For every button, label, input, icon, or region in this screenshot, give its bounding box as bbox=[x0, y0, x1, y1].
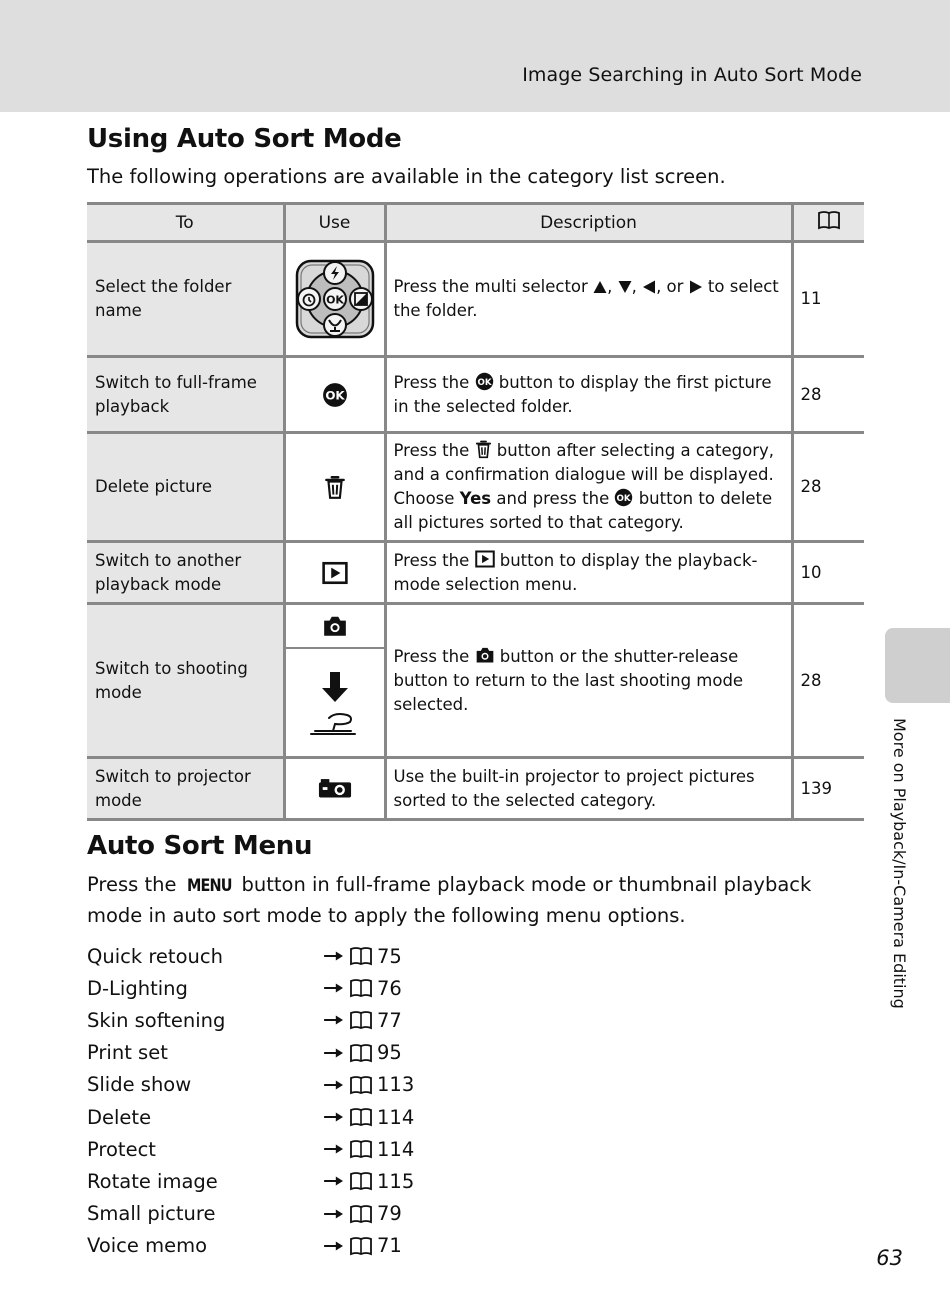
list-item: Skin softening 77 bbox=[87, 1008, 402, 1032]
list-item: Slide show 113 bbox=[87, 1073, 415, 1097]
row-to: Switch to another playback mode bbox=[87, 542, 284, 604]
col-header-use: Use bbox=[284, 204, 385, 242]
row-page: 28 bbox=[792, 604, 864, 758]
row-page: 28 bbox=[792, 433, 864, 542]
book-icon bbox=[348, 1107, 374, 1127]
ok-button-icon bbox=[614, 488, 633, 507]
menu-button-icon: MENU bbox=[186, 876, 232, 896]
page-number: 63 bbox=[876, 1246, 903, 1270]
list-item: Rotate image 115 bbox=[87, 1169, 415, 1193]
arrow-icon bbox=[323, 947, 345, 965]
down-triangle-icon bbox=[618, 280, 632, 294]
section-title-using-auto-sort: Using Auto Sort Mode bbox=[87, 124, 402, 154]
book-icon bbox=[348, 1075, 374, 1095]
row-description: Press the button to display the first picture in the selected folder. bbox=[385, 357, 792, 433]
table-row bbox=[87, 433, 864, 542]
book-icon bbox=[348, 1010, 374, 1030]
operations-table bbox=[87, 202, 864, 821]
up-triangle-icon bbox=[593, 280, 607, 294]
arrow-icon bbox=[323, 1108, 345, 1126]
left-triangle-icon bbox=[642, 280, 656, 294]
row-description: Press the button after selecting a category, and a confirmation dialogue will be displayed. Choose Yes and press the button to delete all pictures sorted to that category. bbox=[385, 433, 792, 542]
list-item: Quick retouch 75 bbox=[87, 944, 402, 968]
row-page: 139 bbox=[792, 758, 864, 820]
arrow-icon bbox=[323, 1205, 345, 1223]
row-description: Press the button or the shutter-release button to return to the last shooting mode selected. bbox=[385, 604, 792, 758]
row-page: 10 bbox=[792, 542, 864, 604]
row-description: Press the button to display the playback-mode selection menu. bbox=[385, 542, 792, 604]
row-to: Switch to shooting mode bbox=[87, 604, 284, 758]
right-triangle-icon bbox=[689, 280, 703, 294]
book-icon bbox=[348, 1204, 374, 1224]
arrow-icon bbox=[323, 1044, 345, 1062]
book-icon bbox=[348, 1043, 374, 1063]
row-page: 28 bbox=[792, 357, 864, 433]
playback-icon bbox=[475, 549, 495, 569]
row-use bbox=[284, 758, 385, 820]
row-to: Switch to projector mode bbox=[87, 758, 284, 820]
camera-icon bbox=[475, 645, 495, 665]
multi-selector-icon bbox=[293, 257, 377, 341]
table-row bbox=[87, 604, 864, 758]
book-icon bbox=[348, 1171, 374, 1191]
row-to: Delete picture bbox=[87, 433, 284, 542]
ok-button-icon bbox=[322, 382, 348, 408]
book-icon bbox=[348, 946, 374, 966]
row-to: Switch to full-frame playback bbox=[87, 357, 284, 433]
ok-button-icon bbox=[475, 372, 494, 391]
row-use bbox=[284, 357, 385, 433]
arrow-icon bbox=[323, 1140, 345, 1158]
menu-options-list bbox=[87, 940, 414, 1262]
row-description: Press the multi selector , , , or to select the folder. bbox=[385, 242, 792, 357]
row-use bbox=[284, 242, 385, 357]
list-item: Protect 114 bbox=[87, 1137, 415, 1161]
row-use bbox=[284, 604, 385, 758]
book-icon bbox=[348, 1139, 374, 1159]
menu-intro: Press the MENU button in full-frame playback mode or thumbnail playback mode in auto sort mode to apply the following menu options. bbox=[87, 873, 812, 927]
row-use bbox=[284, 542, 385, 604]
projector-icon bbox=[318, 777, 352, 801]
col-header-to: To bbox=[87, 204, 284, 242]
header-band bbox=[0, 0, 950, 112]
book-icon bbox=[348, 1236, 374, 1256]
trash-icon bbox=[324, 474, 346, 500]
chapter-tab bbox=[885, 628, 950, 703]
arrow-icon bbox=[323, 979, 345, 997]
book-icon bbox=[817, 210, 841, 230]
arrow-icon bbox=[323, 1172, 345, 1190]
shutter-release-icon bbox=[307, 668, 363, 738]
list-item: Delete 114 bbox=[87, 1105, 415, 1129]
list-item: Small picture 79 bbox=[87, 1202, 402, 1226]
trash-icon bbox=[475, 439, 492, 459]
camera-icon bbox=[322, 613, 348, 639]
list-item: Print set 95 bbox=[87, 1041, 402, 1065]
section-intro: The following operations are available in the category list screen. bbox=[87, 165, 726, 188]
book-icon bbox=[348, 978, 374, 998]
row-to: Select the folder name bbox=[87, 242, 284, 357]
arrow-icon bbox=[323, 1076, 345, 1094]
row-use bbox=[284, 433, 385, 542]
use-camera-cell bbox=[286, 605, 384, 649]
table-header-row bbox=[87, 204, 864, 242]
arrow-icon bbox=[323, 1011, 345, 1029]
row-page: 11 bbox=[792, 242, 864, 357]
row-description: Use the built-in projector to project pictures sorted to the selected category. bbox=[385, 758, 792, 820]
running-header: Image Searching in Auto Sort Mode bbox=[522, 64, 862, 86]
table-row bbox=[87, 242, 864, 357]
list-item: D-Lighting 76 bbox=[87, 976, 402, 1000]
svg-text:OK: OK bbox=[325, 293, 344, 307]
table-row bbox=[87, 357, 864, 433]
col-header-description: Description bbox=[385, 204, 792, 242]
use-shutter-cell bbox=[286, 649, 384, 756]
table-row bbox=[87, 758, 864, 820]
arrow-icon bbox=[323, 1237, 345, 1255]
list-item: Voice memo 71 bbox=[87, 1234, 402, 1258]
playback-icon bbox=[322, 560, 348, 586]
col-header-reference bbox=[792, 204, 864, 242]
section-title-auto-sort-menu: Auto Sort Menu bbox=[87, 831, 313, 861]
chapter-tab-label: More on Playback/In-Camera Editing bbox=[890, 718, 909, 1009]
table-row bbox=[87, 542, 864, 604]
